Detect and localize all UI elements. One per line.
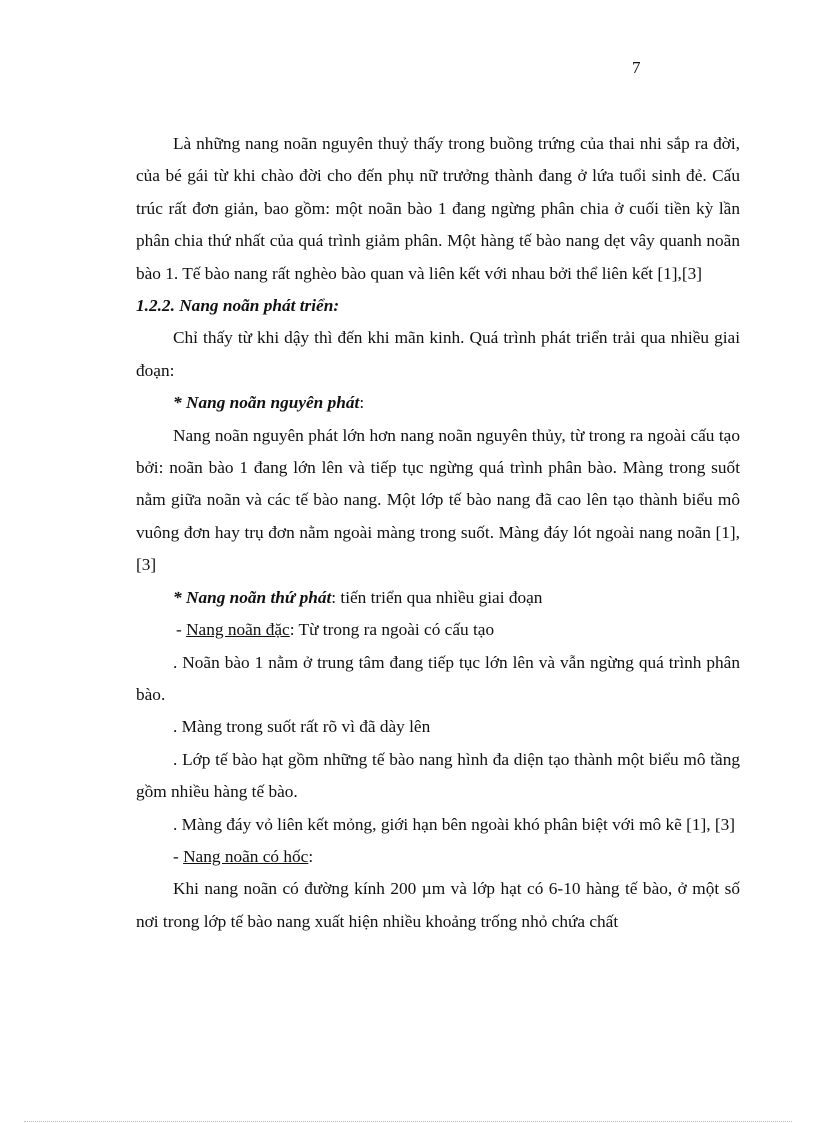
- cavity-follicle-dash: -: [173, 846, 184, 866]
- page-number: 7: [632, 58, 641, 77]
- section-heading-1-2-2: 1.2.2. Nang noãn phát triển:: [136, 296, 340, 316]
- subheading-primary-follicle: [136, 387, 740, 419]
- cavity-follicle-colon: :: [308, 846, 314, 866]
- solid-follicle-title: Nang noãn đặc: [186, 620, 290, 640]
- list-item-granulosa-layer: . Lớp tế bào hạt gồm những tế bào nang hình đa diện tạo thành một biểu mô tầng gồm nhiều hàng tế bào.: [136, 749, 740, 802]
- paragraph-primordial-follicle: Là những nang noãn nguyên thuỷ thấy trong buồng trứng của thai nhi sắp ra đời, của bé gái từ khi chào đời cho đến phụ nữ trưởng thành đang ở lứa tuổi sinh đẻ. Cấu trúc rất đơn giản, bao gồm: một noãn bào 1 đang ngừng phân chia ở cuối tiền kỳ lần phân chia thứ nhất của quá trình giảm phân. Một hàng tế bào nang dẹt vây quanh noãn bào 1. Tế bào nang rất nghèo bào quan và liên kết với nhau bởi thể liên kết [1],[3]: [136, 134, 740, 283]
- subheading-cavity-follicle: [136, 841, 740, 873]
- secondary-follicle-rest: : tiến triển qua nhiều giai đoạn: [331, 587, 543, 607]
- solid-follicle-rest: : Từ trong ra ngoài có cấu tạo: [289, 620, 495, 640]
- solid-follicle-dash: -: [176, 620, 187, 640]
- paragraph-development-intro: Chỉ thấy từ khi dậy thì đến khi mãn kinh. Quá trình phát triển trải qua nhiều giai đoạn:: [136, 328, 740, 380]
- document-body: [136, 128, 740, 938]
- primary-follicle-title: * Nang noãn nguyên phát: [173, 393, 360, 413]
- secondary-follicle-title: * Nang noãn thứ phát: [173, 587, 332, 607]
- list-item-oocyte: . Noãn bào 1 nằm ở trung tâm đang tiếp tục lớn lên và vẫn ngừng quá trình phân bào.: [136, 652, 740, 704]
- primary-follicle-colon: :: [359, 393, 365, 413]
- list-item-zona-pellucida: . Màng trong suốt rất rõ vì đã dày lên: [173, 717, 431, 737]
- list-item-basement-membrane: . Màng đáy vỏ liên kết mỏng, giới hạn bên ngoài khó phân biệt với mô kẽ [1], [3]: [173, 814, 736, 834]
- paragraph-primary-follicle: Nang noãn nguyên phát lớn hơn nang noãn nguyên thủy, từ trong ra ngoài cấu tạo bởi: noãn bào 1 đang lớn lên và tiếp tục ngừng quá trình phân bào. Màng trong suốt nằm giữa noãn và các tế bào nang. Một lớp tế bào nang đã cao lên tạo thành biểu mô vuông đơn hay trụ đơn nằm ngoài màng trong suốt. Màng đáy lót ngoài nang noãn [1], [3]: [136, 425, 740, 575]
- subheading-secondary-follicle: [136, 582, 740, 614]
- paragraph-cavity-follicle: Khi nang noãn có đường kính 200 µm và lớp hạt có 6-10 hàng tế bào, ở một số nơi trong lớp tế bào nang xuất hiện nhiều khoảng trống nhỏ chứa chất: [136, 879, 740, 931]
- page-bottom-divider: [24, 1121, 792, 1122]
- subheading-solid-follicle: [136, 614, 740, 646]
- cavity-follicle-title: Nang noãn có hốc: [183, 846, 309, 866]
